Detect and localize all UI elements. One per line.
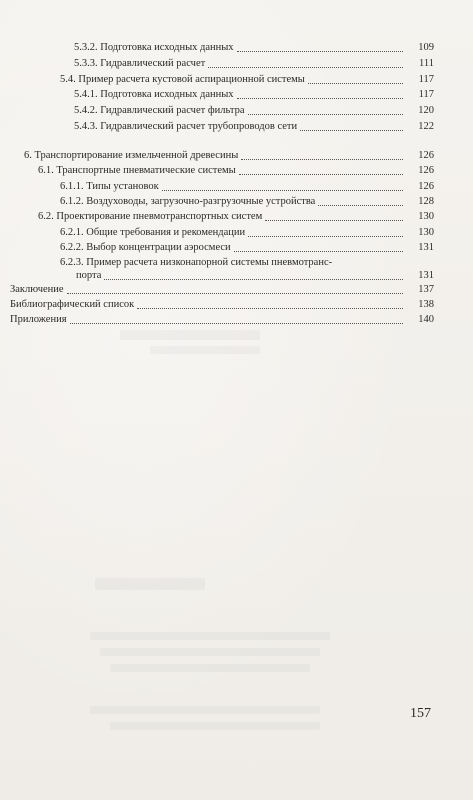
- toc-entry-page: 131: [418, 242, 434, 253]
- toc-entry: [38, 165, 434, 177]
- toc-entry-page: 117: [418, 89, 434, 100]
- toc-entry-title: Заключение: [10, 284, 64, 295]
- toc-entry-title: 5.4. Пример расчета кустовой аспирационной системы: [60, 74, 305, 85]
- show-through-mark: [100, 648, 320, 656]
- dot-leader: [300, 130, 403, 131]
- toc-entry-title: 6.1. Транспортные пневматические системы: [38, 165, 236, 176]
- toc-entry-page: 122: [418, 121, 434, 132]
- toc-entry-title: 5.3.3. Гидравлический расчет: [74, 58, 206, 69]
- show-through-mark: [110, 664, 310, 672]
- dot-leader: [308, 83, 403, 84]
- toc-entry-title: 5.4.3. Гидравлический расчет трубопроводов сети: [74, 121, 298, 132]
- dot-leader: [208, 67, 403, 68]
- dot-leader: [248, 236, 403, 237]
- toc-entry: [76, 270, 434, 282]
- toc-entry-page: 117: [418, 74, 434, 85]
- toc-entry: [10, 299, 434, 311]
- toc-entry-page: 131: [418, 270, 434, 281]
- toc-entry-title: 6.2.2. Выбор концентрации аэросмеси: [60, 242, 231, 253]
- toc-entry-page: 130: [418, 211, 434, 222]
- toc-entry-title: 6.1.2. Воздуховоды, загрузочно-разгрузочные устройства: [60, 196, 316, 207]
- toc-entry-title-line1: 6.2.3. Пример расчета низконапорной системы пневмотранс-: [60, 257, 333, 268]
- toc-entry: [60, 242, 434, 254]
- page-number: 157: [410, 706, 431, 721]
- toc-entry-page: 138: [418, 299, 434, 310]
- show-through-mark: [120, 330, 260, 340]
- show-through-mark: [110, 722, 320, 730]
- toc-entry: [10, 284, 434, 296]
- toc-entry-title: 5.3.2. Подготовка исходных данных: [74, 42, 234, 53]
- toc-entry: [74, 42, 434, 54]
- toc-entry: [74, 105, 434, 117]
- toc-entry-title: Приложения: [10, 314, 67, 325]
- toc-entry: [60, 74, 434, 86]
- dot-leader: [265, 220, 403, 221]
- dot-leader: [137, 308, 403, 309]
- toc-entry: [60, 196, 434, 208]
- dot-leader: [162, 190, 403, 191]
- toc-entry-title: порта: [76, 270, 102, 281]
- toc-entry-page: 137: [418, 284, 434, 295]
- toc-entry: [74, 121, 434, 133]
- toc-entry: [24, 150, 434, 162]
- toc-entry: [74, 58, 434, 70]
- toc-entry-page: 130: [418, 227, 434, 238]
- dot-leader: [241, 159, 403, 160]
- show-through-mark: [150, 346, 260, 354]
- dot-leader: [104, 279, 403, 280]
- dot-leader: [248, 114, 404, 115]
- toc-entry: [74, 89, 434, 101]
- toc-entry-page: 126: [418, 165, 434, 176]
- toc-entry-page: 126: [418, 150, 434, 161]
- show-through-mark: [95, 578, 205, 590]
- show-through-mark: [90, 632, 330, 640]
- show-through-mark: [90, 706, 320, 714]
- dot-leader: [237, 51, 403, 52]
- toc-entry: [60, 227, 434, 239]
- toc-entry-title: 6.2.1. Общие требования и рекомендации: [60, 227, 246, 238]
- toc-entry-title: 5.4.2. Гидравлический расчет фильтра: [74, 105, 245, 116]
- toc-entry-title: 6. Транспортирование измельченной древесины: [24, 150, 239, 161]
- toc-entry-page: 111: [419, 58, 434, 69]
- toc-entry-title: 5.4.1. Подготовка исходных данных: [74, 89, 234, 100]
- toc-entry-page: 140: [418, 314, 434, 325]
- toc-entry-page: 109: [418, 42, 434, 53]
- toc-entry-title: Библиографический список: [10, 299, 135, 310]
- toc-entry: [60, 181, 434, 193]
- dot-leader: [239, 174, 403, 175]
- dot-leader: [318, 205, 403, 206]
- toc-entry-page: 120: [418, 105, 434, 116]
- dot-leader: [237, 98, 403, 99]
- dot-leader: [70, 323, 403, 324]
- toc-entry-page: 126: [418, 181, 434, 192]
- toc-entry-page: 128: [418, 196, 434, 207]
- toc-entry: [38, 211, 434, 223]
- toc-entry-title: 6.2. Проектирование пневмотранспортных систем: [38, 211, 263, 222]
- dot-leader: [234, 251, 403, 252]
- dot-leader: [67, 293, 403, 294]
- toc-entry-title: 6.1.1. Типы установок: [60, 181, 159, 192]
- toc-entry: [10, 314, 434, 326]
